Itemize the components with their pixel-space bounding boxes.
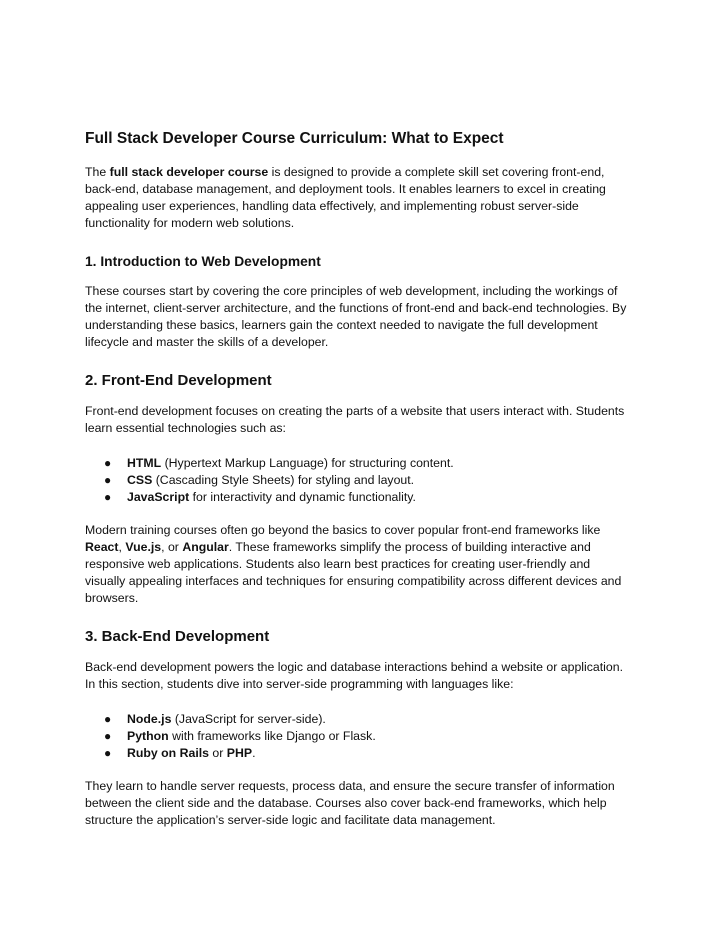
list-item — [85, 728, 633, 745]
section2-intro: Front-end development focuses on creating the parts of a website that users interact with. Students learn essential technologies such as: — [85, 404, 625, 435]
bullet-icon: ● — [104, 456, 112, 470]
outro-text: . These frameworks simplify the process of building interactive and responsive web applications. Students also learn best practices for creating user-friendly and visually appealing interfaces and techniques for ensuring compatibility across different devices and browsers. — [85, 540, 622, 605]
framework-react: React — [85, 540, 119, 554]
bullet-icon: ● — [104, 473, 112, 487]
bullet-icon: ● — [104, 729, 112, 743]
framework-angular: Angular — [182, 540, 229, 554]
list-item-term: PHP — [226, 746, 253, 760]
list-item-term: Ruby on Rails — [127, 746, 209, 760]
intro-prefix: The — [85, 165, 110, 179]
section2-heading: 2. Front-End Development — [85, 372, 272, 389]
backend-language-list — [85, 711, 633, 762]
list-item — [85, 745, 633, 762]
section2-outro — [85, 522, 633, 607]
intro-rest: is designed to provide a complete skill set covering front-end, back-end, database management, and deployment tools. It enables learners to excel in creating appealing user experiences, handling data effectively, and implementing robust server-side functionality for modern web solutions. — [85, 165, 606, 230]
list-item-term: CSS — [127, 473, 153, 487]
section3-outro: They learn to handle server requests, process data, and ensure the secure transfer of information between the client side and the database. Courses also cover back-end frameworks, which help structure the application’s server-side logic and facilitate data management. — [85, 779, 615, 827]
section3-intro: Back-end development powers the logic and database interactions behind a website or application. In this section, students dive into server-side programming with languages like: — [85, 660, 623, 691]
list-item-text: with frameworks like Django or Flask. — [168, 729, 376, 743]
list-item-term: HTML — [127, 456, 162, 470]
section3-heading: 3. Back-End Development — [85, 628, 270, 645]
bullet-icon: ● — [104, 490, 112, 504]
intro-bold-term: full stack developer course — [109, 165, 269, 179]
bullet-icon: ● — [104, 712, 112, 726]
outro-text: Modern training courses often go beyond the basics to cover popular front-end frameworks like — [85, 523, 601, 537]
section1-body: These courses start by covering the core principles of web development, including the workings of the internet, client-server architecture, and the functions of front-end and back-end technologies. By understanding these basics, learners gain the context needed to navigate the full development lifecycle and master the skills of a developer. — [85, 284, 627, 349]
list-item-text: (Hypertext Markup Language) for structuring content. — [161, 456, 454, 470]
list-item-term: Python — [127, 729, 169, 743]
list-item-text: (Cascading Style Sheets) for styling and layout. — [152, 473, 415, 487]
outro-text: , — [118, 540, 126, 554]
outro-text: , or — [161, 540, 183, 554]
bullet-icon: ● — [104, 746, 112, 760]
list-item-text: for interactivity and dynamic functionality. — [189, 490, 416, 504]
framework-vue: Vue.js — [125, 540, 162, 554]
intro-paragraph — [85, 164, 633, 232]
list-item — [85, 455, 633, 472]
list-item — [85, 489, 633, 506]
list-item-text: . — [252, 746, 256, 760]
section1-heading: 1. Introduction to Web Development — [85, 254, 321, 269]
list-item — [85, 472, 633, 489]
list-item-term: JavaScript — [127, 490, 190, 504]
list-item-text: or — [209, 746, 227, 760]
list-item — [85, 711, 633, 728]
frontend-tech-list — [85, 455, 633, 506]
document-content — [85, 130, 633, 829]
page-title: Full Stack Developer Course Curriculum: What to Expect — [85, 130, 504, 147]
list-item-text: (JavaScript for server-side). — [171, 712, 326, 726]
list-item-term: Node.js — [127, 712, 172, 726]
